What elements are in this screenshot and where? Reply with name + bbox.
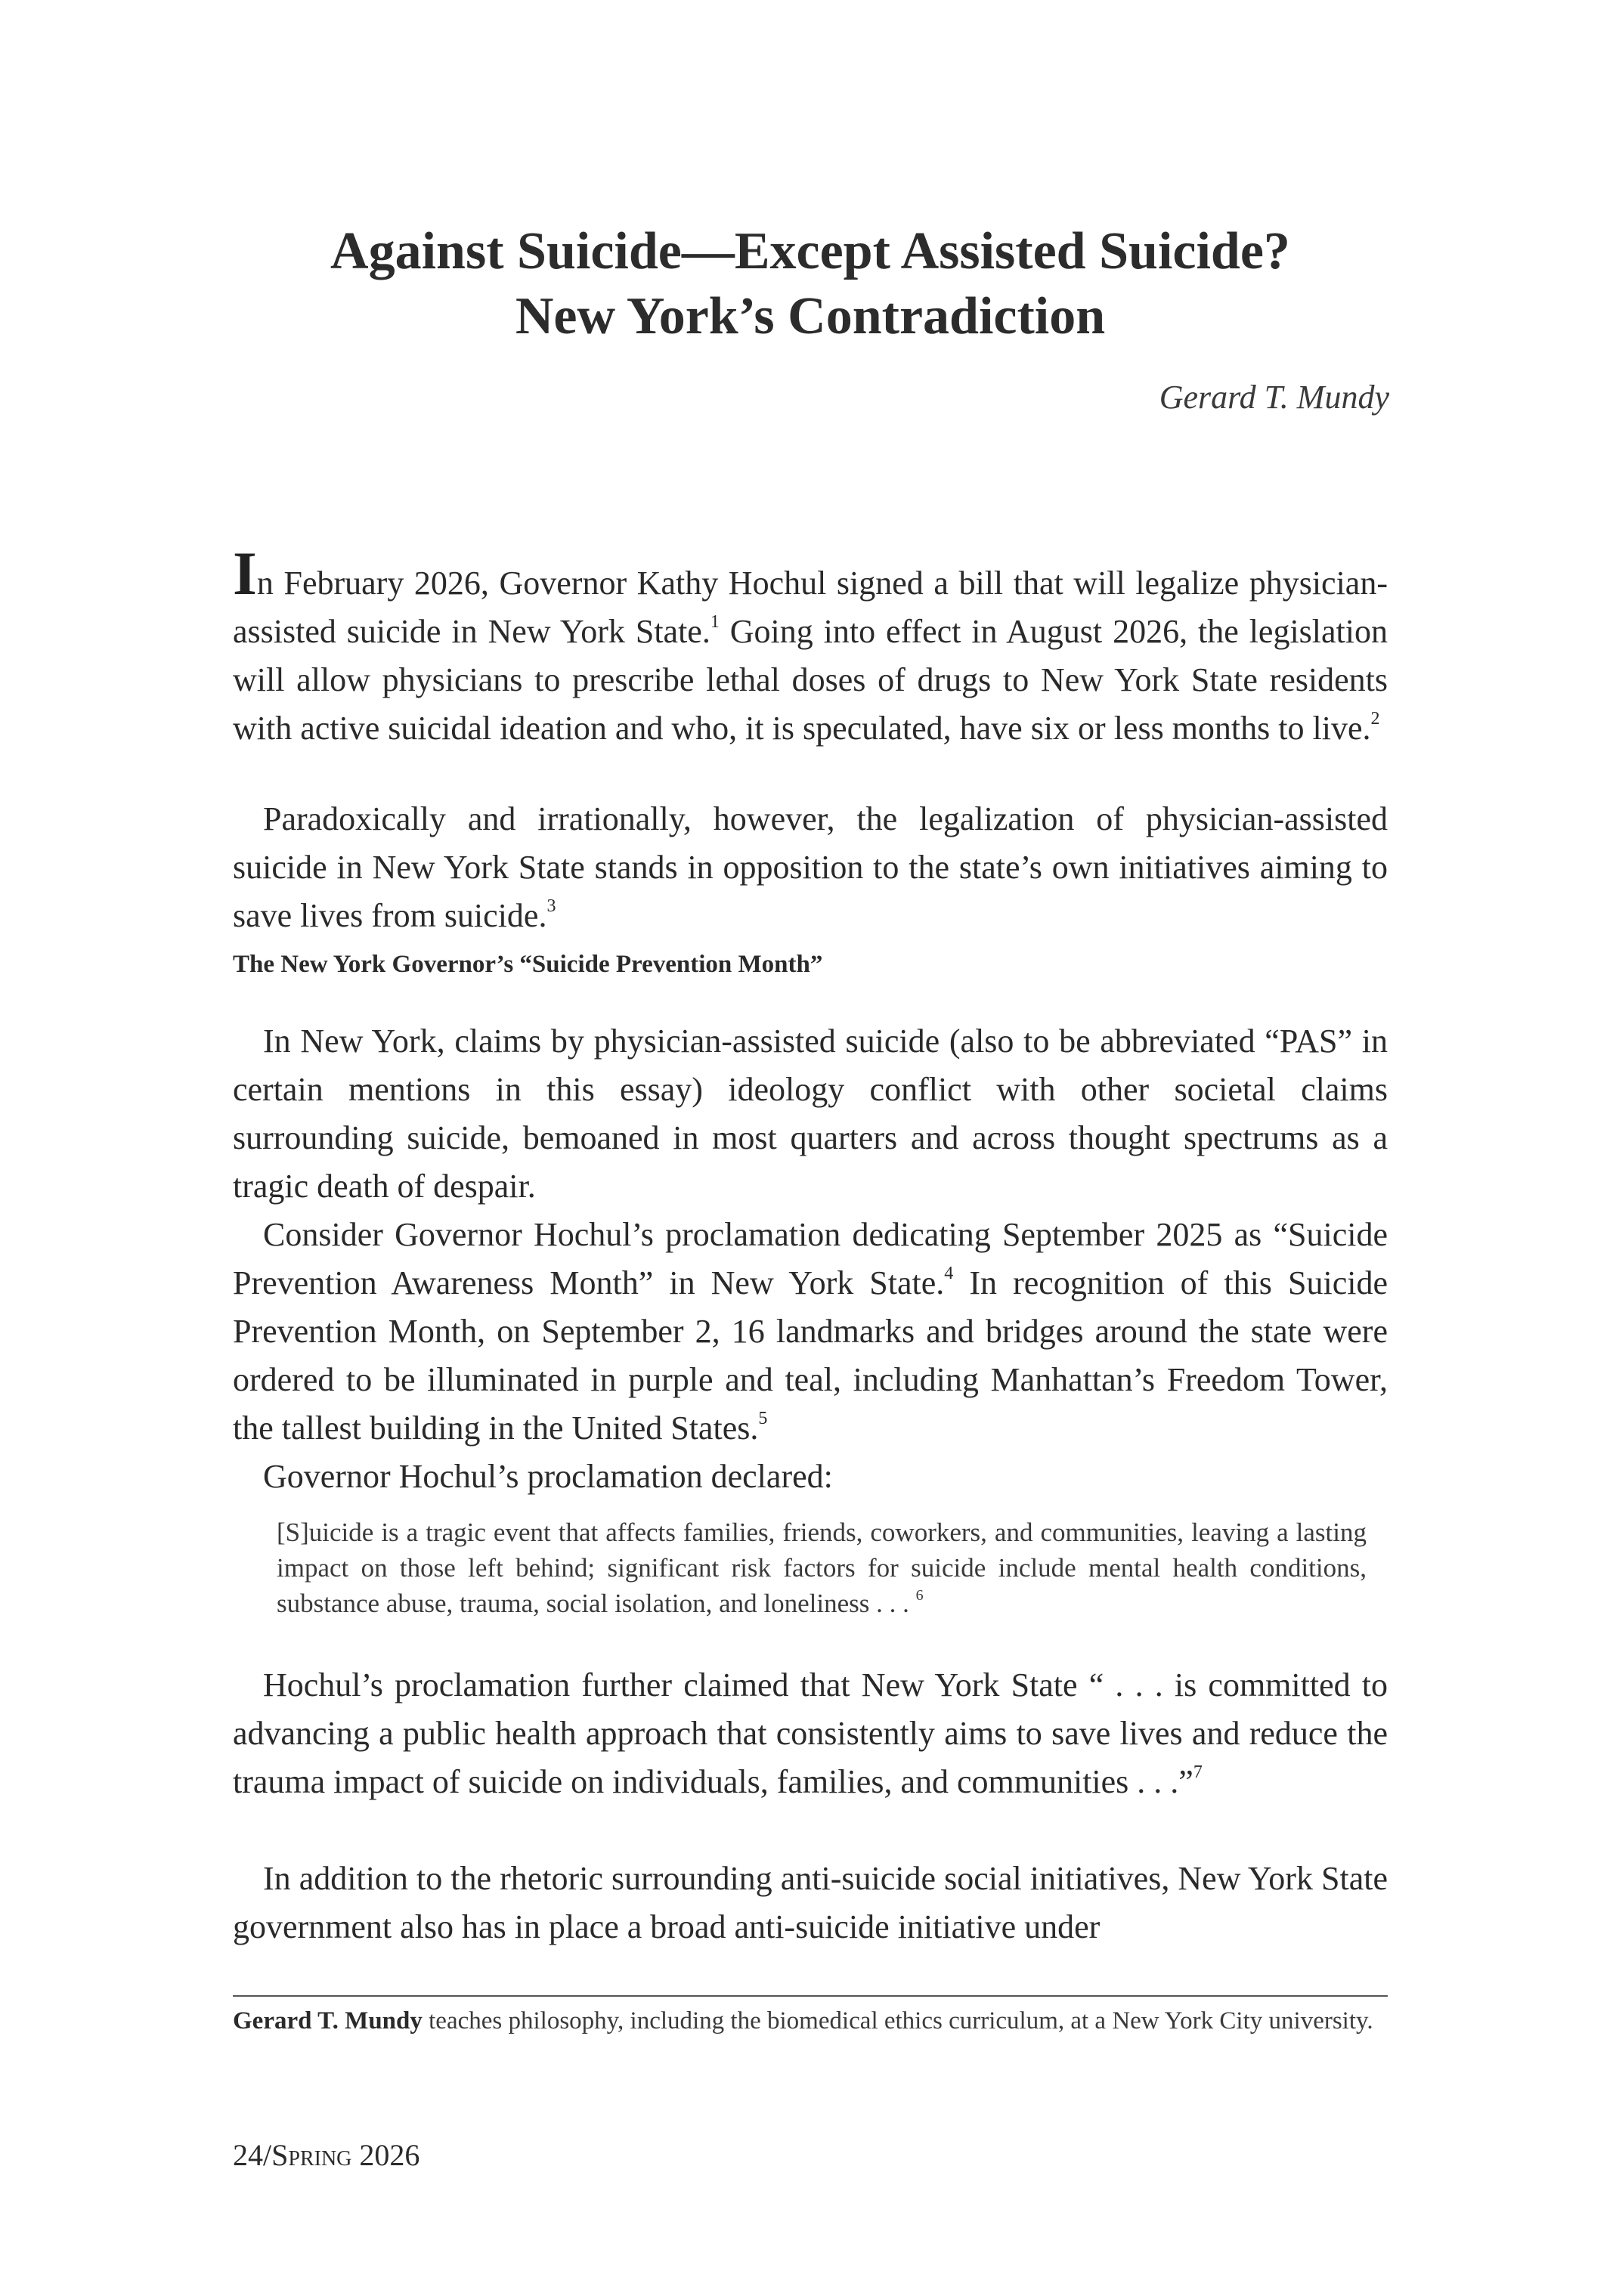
paragraph-text: In addition to the rhetoric surrounding anti-suicide social initiatives, New York State government also has in place a broad anti-suicide initiative under — [233, 1860, 1388, 1945]
folio-season: Spring — [271, 2138, 352, 2172]
footnote-ref: 1 — [710, 612, 720, 632]
paragraph-text: Paradoxically and irrationally, however, the legalization of physician-assisted suicide in New York State stands in opposition to the state’s own initiatives aiming to save lives from suicide. — [233, 800, 1388, 934]
body-paragraph-7 — [233, 1855, 1388, 1951]
body-paragraph-3 — [233, 1017, 1388, 1211]
paragraph-text: Going into effect in August 2026, the legislation will allow physicians to prescribe lethal doses of drugs to New York State residents with active suicidal ideation and who, it is speculated, have six or less months to live. — [233, 613, 1388, 747]
article-author: Gerard T. Mundy — [1159, 379, 1389, 416]
drop-cap: I — [233, 539, 257, 608]
footnote-ref: 4 — [944, 1264, 954, 1283]
author-bio-text: teaches philosophy, including the biomedical ethics curriculum, at a New York City university. — [422, 2007, 1373, 2035]
paragraph-text: n February 2026, Governor Kathy Hochul signed a bill that will legalize physician-assisted suicide in New York State. — [233, 565, 1388, 650]
footnote-ref: 3 — [546, 896, 556, 916]
footnote-ref: 6 — [915, 1587, 924, 1604]
footnote-divider — [233, 1995, 1388, 1997]
quote-text: [S]uicide is a tragic event that affects families, friends, coworkers, and communities, leaving a lasting impact on those left behind; significant risk factors for suicide include mental health conditions, substance abuse, trauma, social isolation, and loneliness . . . — [277, 1518, 1367, 1618]
body-paragraph-5 — [233, 1453, 1388, 1501]
paragraph-text: Hochul’s proclamation further claimed that New York State “ . . . is committed to advancing a public health approach that consistently aims to save lives and reduce the trauma impact of suicide on individuals, families, and communities . . .” — [233, 1666, 1388, 1800]
block-quote — [277, 1515, 1367, 1621]
footnote-ref: 2 — [1370, 709, 1380, 729]
author-bio-name: Gerard T. Mundy — [233, 2007, 423, 2035]
section-heading: The New York Governor’s “Suicide Prevention Month” — [233, 951, 823, 978]
paragraph-text: In recognition of this Suicide Prevention Month, on September 2, 16 landmarks and bridges around the state were ordered to be illuminated in purple and teal, including Manhattan’s Freedom Tower, the tallest building in the United States. — [233, 1264, 1388, 1447]
body-paragraph-6 — [233, 1661, 1388, 1806]
paragraph-text: In New York, claims by physician-assisted suicide (also to be abbreviated “PAS” in certain mentions in this essay) ideology conflict with other societal claims surrounding suicide, bemoaned in most quarters and across thought spectrums as a tragic death of despair. — [233, 1023, 1388, 1205]
author-bio — [233, 2004, 1388, 2038]
body-paragraph-2 — [233, 795, 1388, 940]
body-paragraph-1 — [233, 539, 1388, 753]
paragraph-text: Consider Governor Hochul’s proclamation dedicating September 2025 as “Suicide Prevention Awareness Month” in New York State. — [233, 1216, 1388, 1301]
footnote-ref: 7 — [1193, 1762, 1203, 1782]
paragraph-text: Governor Hochul’s proclamation declared: — [263, 1458, 833, 1495]
folio-year: 2026 — [351, 2138, 420, 2172]
body-paragraph-4 — [233, 1211, 1388, 1453]
article-title-line-1: Against Suicide—Except Assisted Suicide? — [330, 222, 1290, 280]
article-title-line-2: New York’s Contradiction — [515, 287, 1106, 345]
page-folio — [233, 2137, 419, 2173]
footnote-ref: 5 — [758, 1409, 768, 1428]
folio-page: 24/ — [233, 2138, 272, 2172]
